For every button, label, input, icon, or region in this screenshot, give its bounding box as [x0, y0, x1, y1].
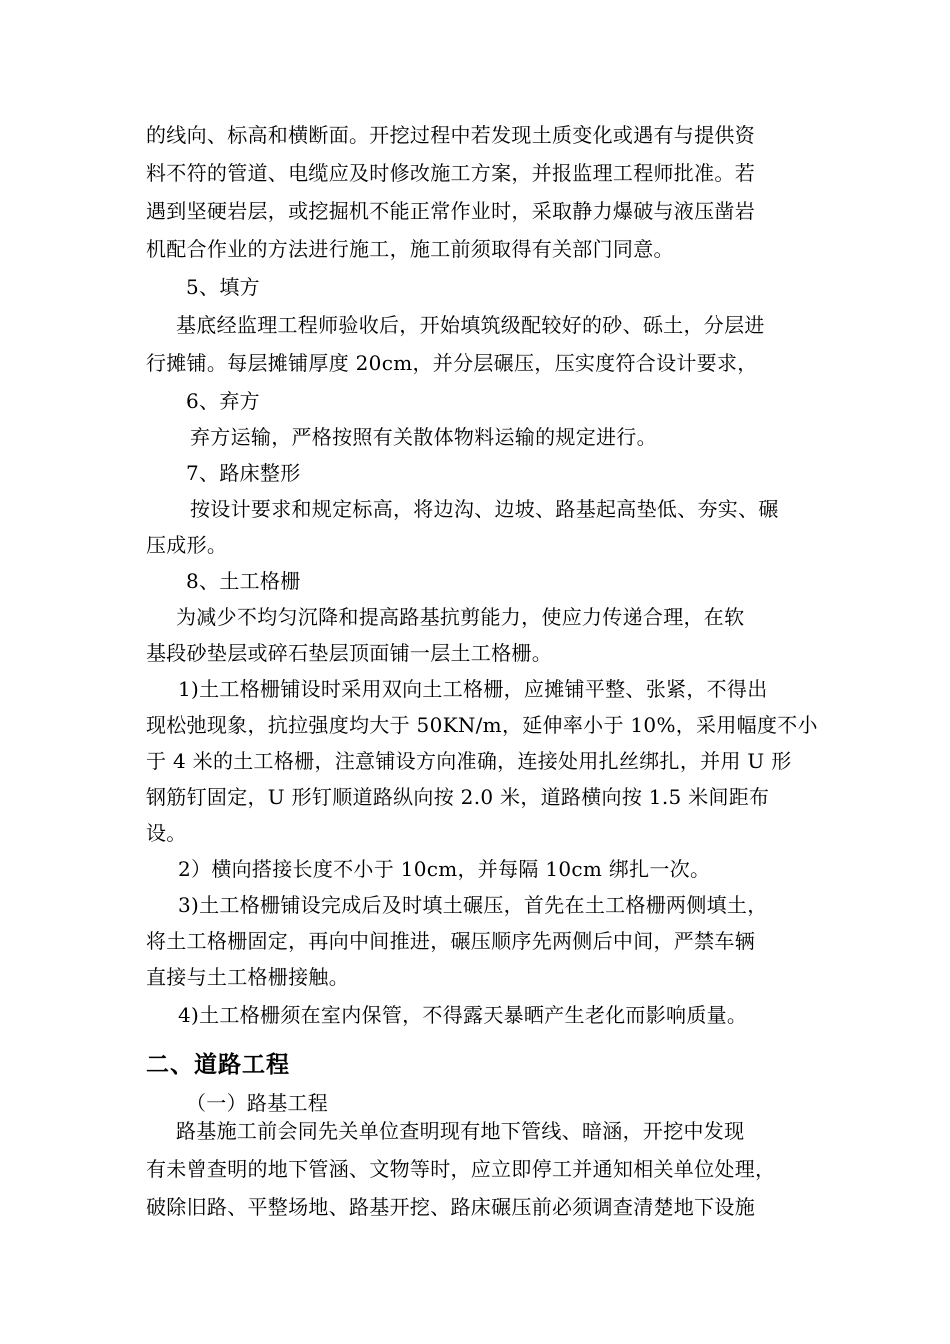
subheading-subgrade-works: （一）路基工程 [186, 1091, 329, 1115]
text-line: 将土工格栅固定，再向中间推进，碾压顺序先两侧后中间，严禁车辆 [146, 929, 755, 953]
subheading-geogrid: 8、土工格栅 [186, 569, 301, 593]
text-line: 基段砂垫层或碎石垫层顶面铺一层土工格栅。 [146, 641, 552, 665]
text-line: 2）横向搭接长度不小于 10cm，并每隔 10cm 绑扎一次。 [178, 857, 711, 881]
text-line: 钢筋钉固定，U 形钉顺道路纵向按 2.0 米，道路横向按 1.5 米间距布 [146, 785, 770, 809]
text-line: 路基施工前会同先关单位查明现有地下管线、暗涵，开挖中发现 [176, 1119, 745, 1143]
text-line: 为减少不均匀沉降和提高路基抗剪能力，使应力传递合理，在软 [176, 605, 745, 629]
text-line: 4)土工格栅须在室内保管，不得露天暴晒产生老化而影响质量。 [178, 1003, 748, 1027]
text-line: 于 4 米的土工格栅，注意铺设方向准确，连接处用扎丝绑扎，并用 U 形 [146, 749, 792, 773]
text-line: 的线向、标高和横断面。开挖过程中若发现土质变化或遇有与提供资 [146, 123, 755, 147]
text-line: 有未曾查明的地下管涵、文物等时，应立即停工并通知相关单位处理， [146, 1157, 776, 1181]
subheading-fill: 5、填方 [186, 275, 260, 299]
text-line: 设。 [146, 821, 187, 845]
text-line: 按设计要求和规定标高，将边沟、边坡、路基起高垫低、夯实、碾 [190, 497, 779, 521]
text-line: 行摊铺。每层摊铺厚度 20cm，并分层碾压，压实度符合设计要求， [146, 351, 758, 375]
section-heading: 二、道路工程 [146, 1052, 290, 1078]
text-line: 现松弛现象，抗拉强度均大于 50KN/m，延伸率小于 10%，采用幅度不小 [146, 713, 818, 737]
text-line: 遇到坚硬岩层，或挖掘机不能正常作业时，采取静力爆破与液压凿岩 [146, 199, 755, 223]
text-line: 基底经监理工程师验收后，开始填筑级配较好的砂、砾土，分层进 [176, 313, 765, 337]
subheading-subgrade-shaping: 7、路床整形 [186, 461, 301, 485]
text-line: 弃方运输，严格按照有关散体物料运输的规定进行。 [190, 425, 657, 449]
text-line: 3)土工格栅铺设完成后及时填土碾压，首先在土工格栅两侧填土， [178, 893, 768, 917]
text-line: 机配合作业的方法进行施工，施工前须取得有关部门同意。 [146, 237, 674, 261]
text-line: 1)土工格栅铺设时采用双向土工格栅，应摊铺平整、张紧，不得出 [178, 677, 768, 701]
text-line: 压成形。 [146, 533, 228, 557]
subheading-spoil: 6、弃方 [186, 389, 260, 413]
text-line: 直接与土工格栅接触。 [146, 965, 349, 989]
text-line: 料不符的管道、电缆应及时修改施工方案，并报监理工程师批准。若 [146, 161, 755, 185]
text-line: 破除旧路、平整场地、路基开挖、路床碾压前必须调查清楚地下设施 [146, 1195, 755, 1219]
